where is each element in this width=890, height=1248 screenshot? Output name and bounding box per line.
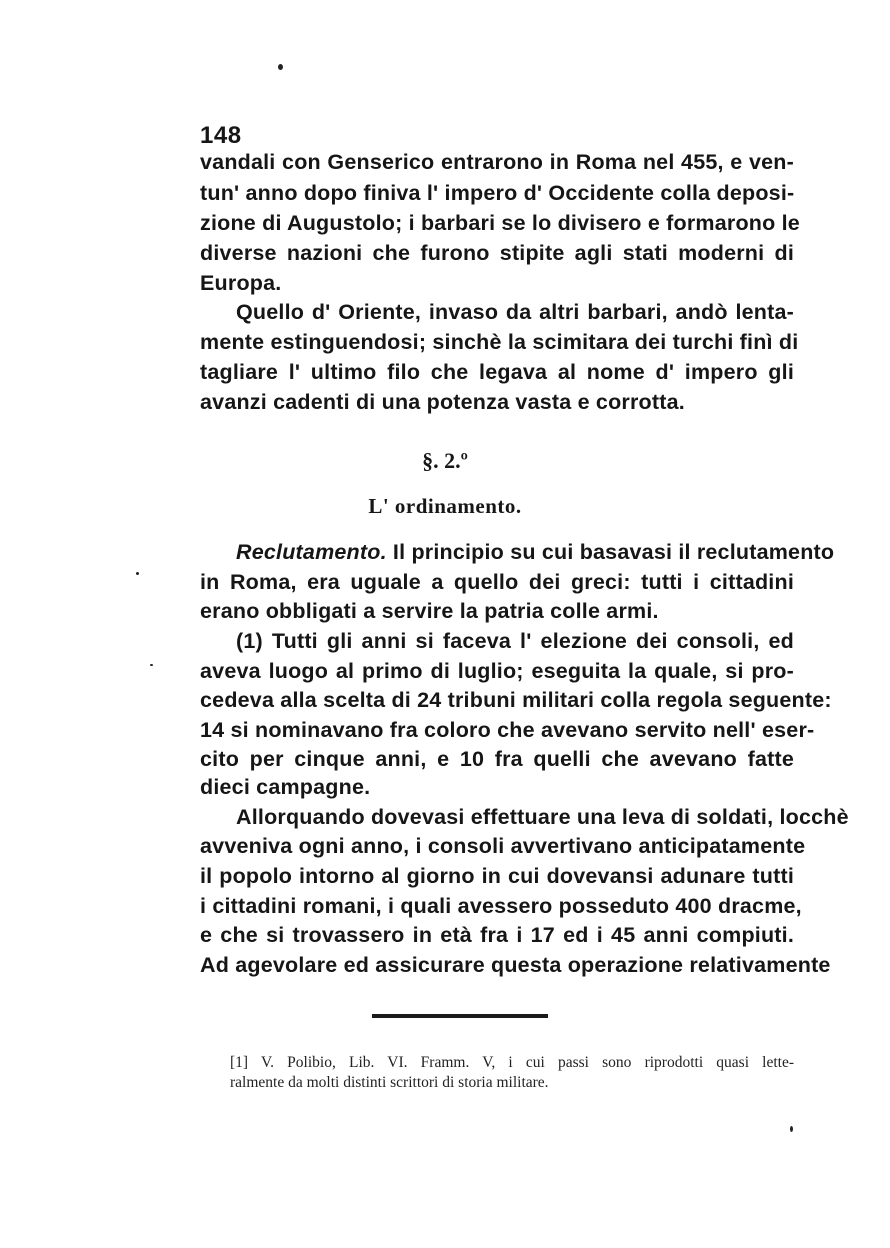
text-line: cedeva alla scelta di 24 tribuni militari colla regola seguente:	[200, 688, 832, 712]
text-run: Il principio su cui basavasi il reclutamento	[386, 540, 835, 564]
footnote-divider	[372, 1014, 548, 1018]
text-line: 14 si nominavano fra coloro che avevano servito nell' eser-	[200, 718, 815, 742]
text-line: Europa.	[200, 271, 282, 295]
text-line: zione di Augustolo; i barbari se lo divisero e formarono le	[200, 211, 800, 235]
text-line: mente estinguendosi; sinchè la scimitara dei turchi finì di	[200, 330, 799, 354]
text-line: Ad agevolare ed assicurare questa operazione relativamente	[200, 953, 831, 977]
ink-speck	[150, 664, 153, 666]
text-line: aveva luogo al primo di luglio; eseguita la quale, si pro-	[200, 659, 794, 683]
text-line: erano obbligati a servire la patria colle armi.	[200, 599, 659, 623]
text-line: vandali con Genserico entrarono in Roma nel 455, e ven-	[200, 150, 794, 174]
text-line: diverse nazioni che furono stipite agli stati moderni di	[200, 241, 794, 265]
section-number: §. 2.º	[422, 448, 468, 473]
text-line: Allorquando dovevasi effettuare una leva di soldati, locchè	[236, 805, 849, 829]
text-line: cito per cinque anni, e 10 fra quelli che avevano fatte	[200, 747, 794, 771]
section-title: L' ordinamento.	[368, 494, 522, 518]
text-line: tun' anno dopo finiva l' impero d' Occidente colla deposi-	[200, 181, 795, 205]
footnote-line: ralmente da molti distinti scrittori di storia militare.	[230, 1074, 549, 1091]
ink-speck	[790, 1126, 793, 1132]
text-line: in Roma, era uguale a quello dei greci: tutti i cittadini	[200, 570, 794, 594]
text-line: (1) Tutti gli anni si faceva l' elezione dei consoli, ed	[236, 629, 794, 653]
footnote-line: [1] V. Polibio, Lib. VI. Framm. V, i cui passi sono riprodotti quasi lette-	[230, 1054, 794, 1071]
text-line: e che si trovassero in età fra i 17 ed i 45 anni compiuti.	[200, 923, 794, 947]
ink-speck	[136, 572, 139, 575]
page-number: 148	[200, 122, 242, 149]
text-line: dieci campagne.	[200, 775, 371, 799]
text-line	[236, 540, 835, 565]
text-line: avveniva ogni anno, i consoli avvertivano anticipatamente	[200, 834, 806, 858]
text-line: tagliare l' ultimo filo che legava al nome d' impero gli	[200, 360, 794, 384]
ink-speck	[278, 64, 283, 70]
text-line: avanzi cadenti di una potenza vasta e corrotta.	[200, 390, 685, 414]
text-line: il popolo intorno al giorno in cui dovevansi adunare tutti	[200, 864, 794, 888]
run-in-heading: Reclutamento.	[236, 540, 387, 564]
text-line: Quello d' Oriente, invaso da altri barbari, andò lenta-	[236, 300, 794, 324]
text-line: i cittadini romani, i quali avessero posseduto 400 dracme,	[200, 894, 802, 918]
